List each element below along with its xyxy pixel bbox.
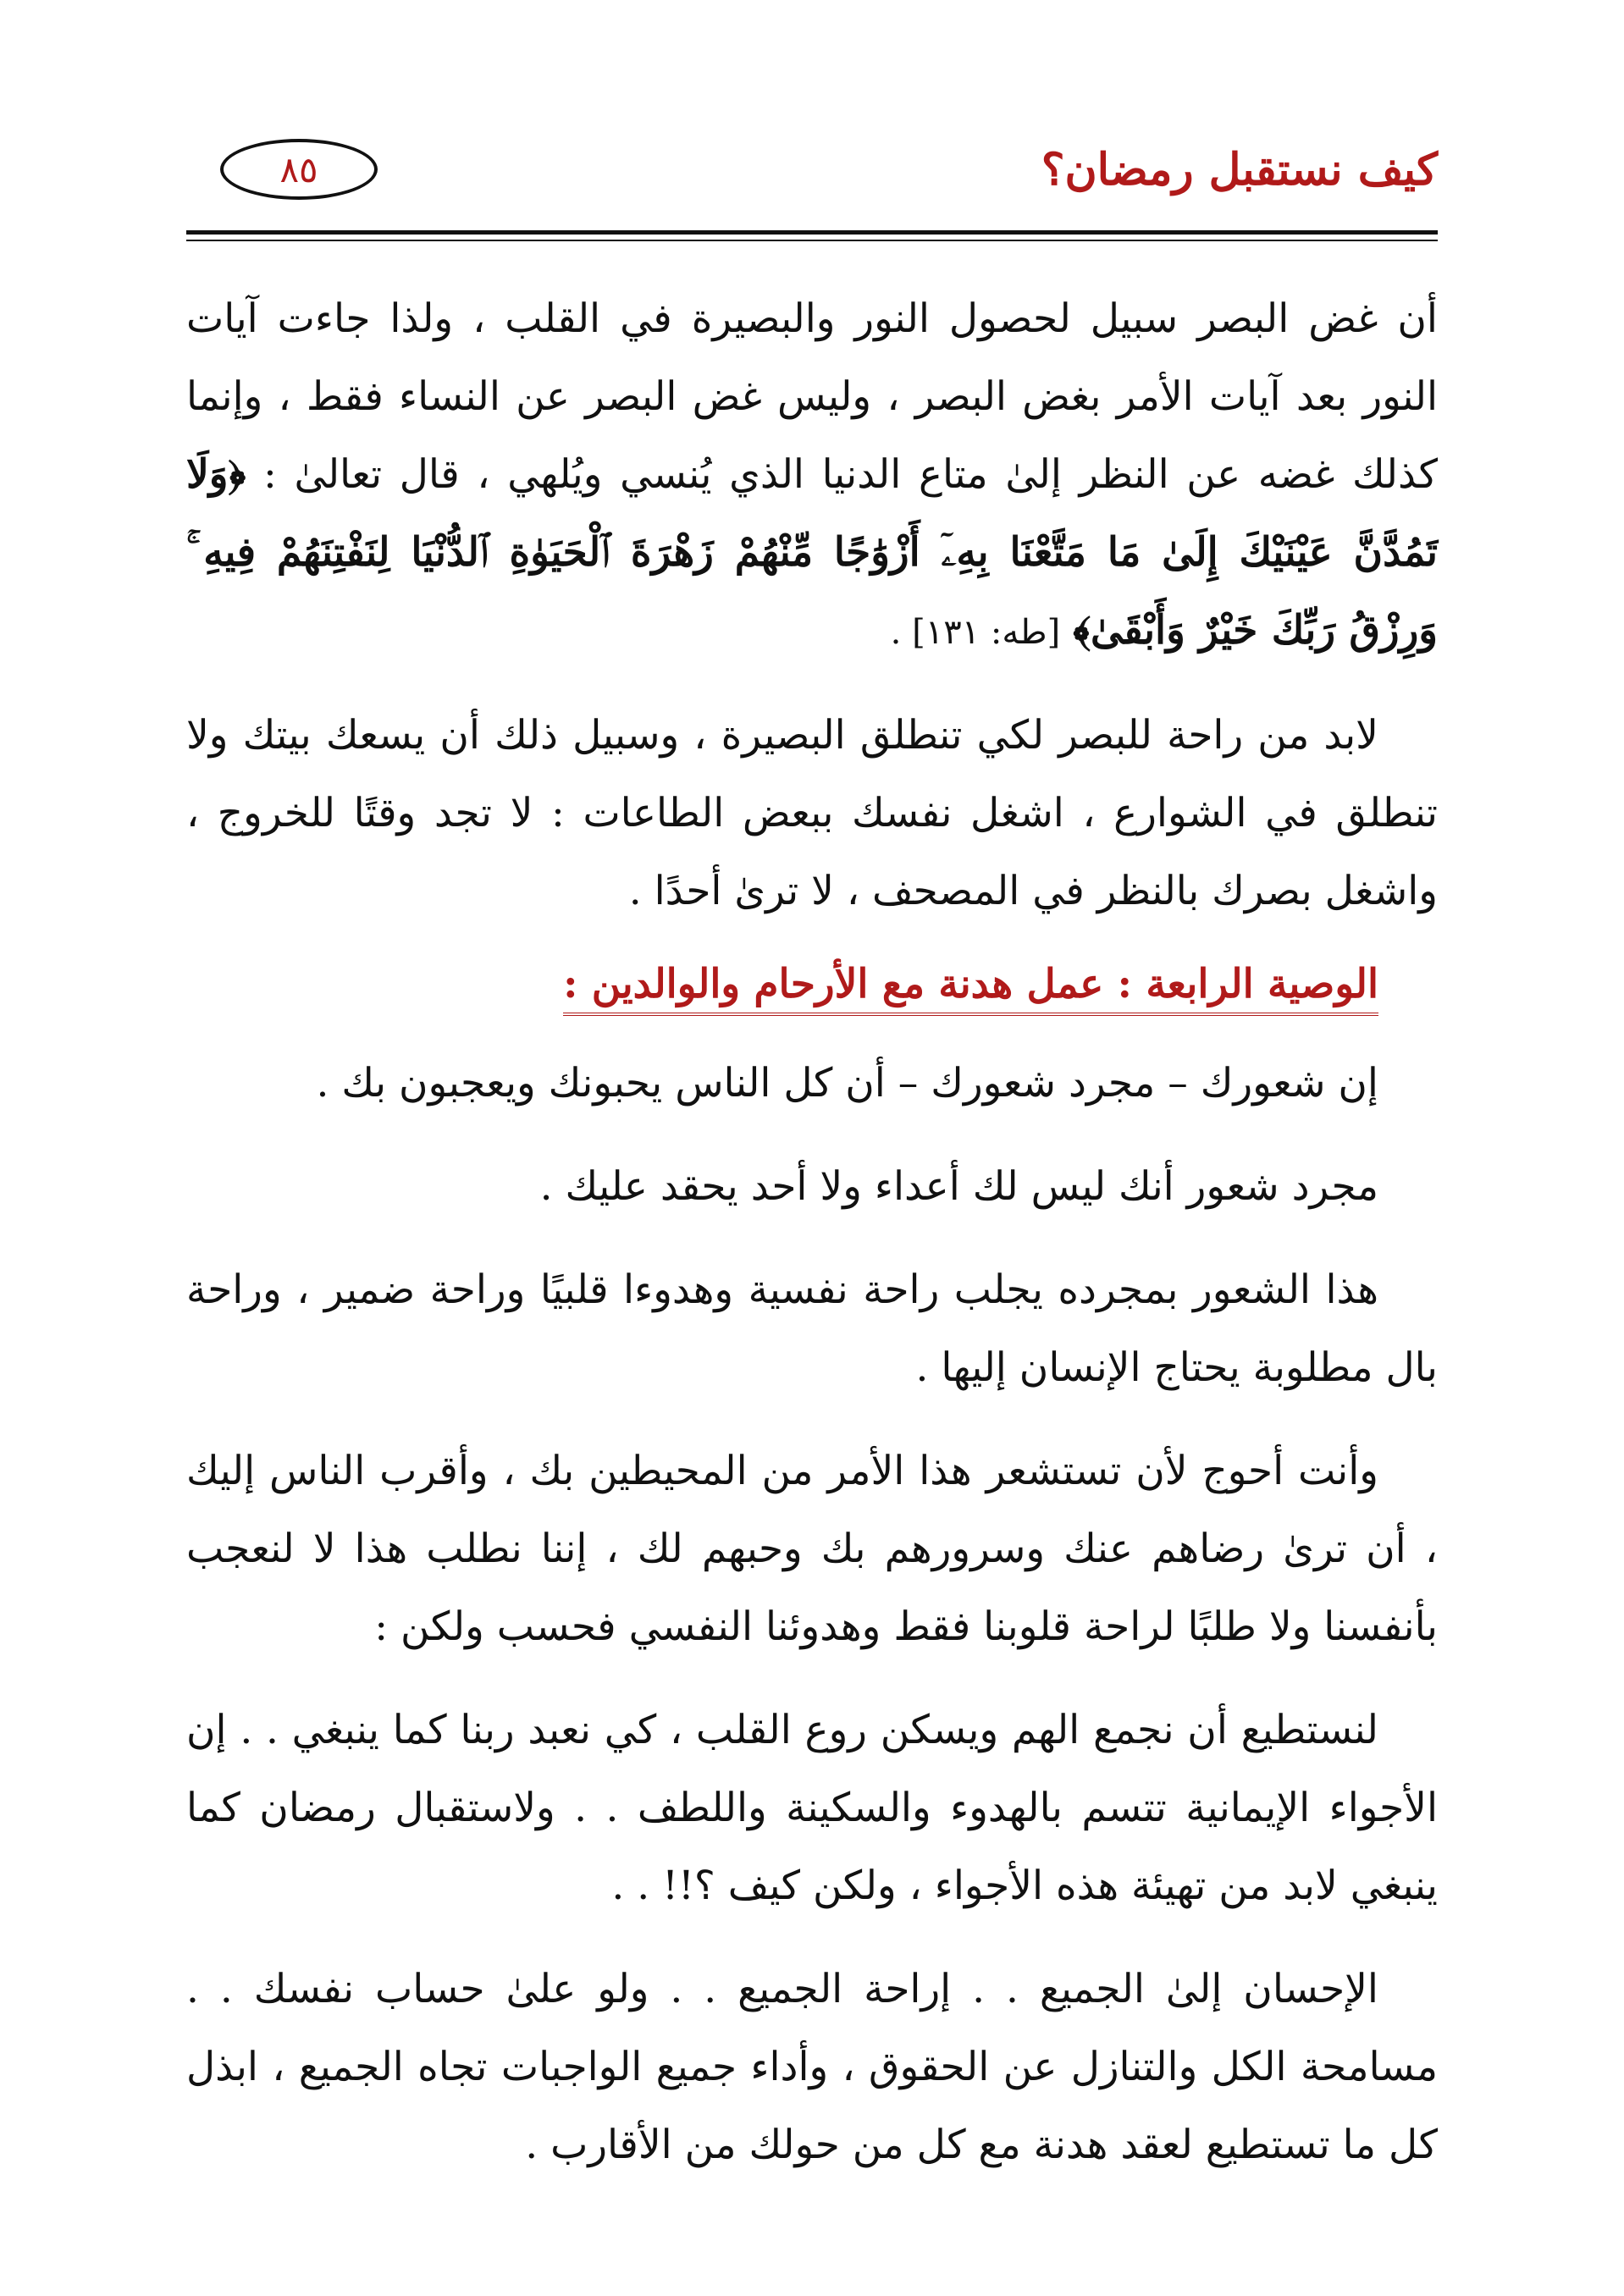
paragraph-7: لنستطيع أن نجمع الهم ويسكن روع القلب ، كي نعبد ربنا كما ينبغي . . إن الأجواء الإيمانية تتسم بالهدوء والسكينة واللطف . . ولاستقبال رمضان كما ينبغي لابد من تهيئة هذه الأجواء ، ولكن كيف ؟!! . . [186,1707,1438,1909]
paragraph-5: هذا الشعور بمجرده يجلب راحة نفسية وهدوءا قلبيًا وراحة ضمير ، وراحة بال مطلوبة يحتاج الإنسان إليها . [186,1267,1438,1391]
paragraph-3: إن شعورك – مجرد شعورك – أن كل الناس يحبونك ويعجبون بك . [316,1060,1378,1107]
paragraph-1-text: أن غض البصر سبيل لحصول النور والبصيرة في القلب ، ولذا جاءت آيات النور بعد آيات الأمر بغض البصر ، وليس غض البصر عن النساء فقط ، وإنما كذلك غضه عن النظر إلىٰ متاع الدنيا الذي يُنسي ويُلهي ، قال تعالىٰ : [186,295,1438,498]
paragraph-4: مجرد شعور أنك ليس لك أعداء ولا أحد يحقد عليك . [539,1163,1378,1210]
page-number: ٨٥ [220,139,378,200]
quran-verse: ﴿وَلَا تَمُدَّنَّ عَيْنَيْكَ إِلَىٰ مَا مَتَّعْنَا بِهِۦٓ أَزْوَٰجًا مِّنْهُمْ زَهْرَةَ ٱلْحَيَوٰةِ ٱلدُّنْيَا لِنَفْتِنَهُمْ فِيهِ ۚ وَرِزْقُ رَبِّكَ خَيْرٌ وَأَبْقَىٰ﴾ [186,451,1438,654]
paragraph-2: لابد من راحة للبصر لكي تنطلق البصيرة ، وسبيل ذلك أن يسعك بيتك ولا تنطلق في الشوارع ، اشغل نفسك ببعض الطاعات : لا تجد وقتًا للخروج ، واشغل بصرك بالنظر في المصحف ، لا ترىٰ أحدًا . [186,712,1438,914]
paragraph-6: وأنت أحوج لأن تستشعر هذا الأمر من المحيطين بك ، وأقرب الناس إليك ، أن ترىٰ رضاهم عنك وسرورهم بك وحبهم لك ، إننا نطلب هذا لا لنعجب بأنفسنا ولا طلبًا لراحة قلوبنا فقط وهدوئنا النفسي فحسب ولكن : [186,1448,1438,1650]
running-title: كيف نستقبل رمضان؟ [1041,144,1438,196]
paragraph-8: الإحسان إلىٰ الجميع . . إراحة الجميع . . ولو علىٰ حساب نفسك . . مسامحة الكل والتنازل عن الحقوق ، وأداء جميع الواجبات تجاه الجميع ، ابذل كل ما تستطيع لعقد هدنة مع كل من حولك من الأقارب . [186,1966,1438,2168]
header-rule-thin [186,240,1438,241]
header-rule-thick [186,230,1438,235]
page-header [186,127,1438,220]
page-body [186,280,1438,2184]
section-heading: الوصية الرابعة : عمل هدنة مع الأرحام والوالدين : [563,961,1378,1016]
paragraph-1 [186,280,1438,671]
verse-reference: [طه: ١٣١] . [890,613,1061,652]
